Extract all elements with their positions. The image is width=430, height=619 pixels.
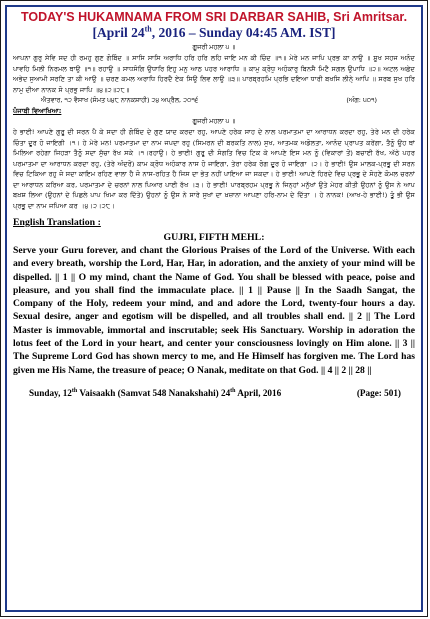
gurbani-text: ਆਪਨਾ ਗੁਰੁ ਸੇਵਿ ਸਦ ਹੀ ਰਮਹੁ ਗੁਣ ਗੋਬਿੰਦ ॥ ਸਾਸਿ ਸਾਸਿ ਅਰਾਧਿ ਹਰਿ ਹਰਿ ਲਹਿ ਜਾਇ ਮਨ ਕੀ ਚਿੰਦ ॥੧॥ ਮੇਰੇ ਮਨ ਜਾਪਿ ਪ੍ਰਭ ਕਾ ਨਾਉ ॥ ਸੂਖ ਸਹਜ ਅਨੰਦ ਪਾਵਹਿ ਮਿਲੀ ਨਿਰਮਲ ਥਾਉ ॥੧॥ ਰਹਾਉ ॥ ਸਾਧਸੰਗਿ ਉਧਾਰਿ ਇਹੁ ਮਨੁ ਆਠ ਪਹਰ ਆਰਾਧਿ ॥ ਕਾਮੁ ਕ੍ਰੋਧੁ ਅਹੰਕਾਰੁ ਬਿਨਸੈ ਮਿਟੈ ਸਗਲ ਉਪਾਧਿ ॥੨॥ ਅਟਲ ਅਛੇਦ ਅਭੇਦ ਸੁਆਮੀ ਸਰਣਿ ਤਾ ਕੀ ਆਉ ॥ ਚਰਣ ਕਮਲ ਅਰਾਧਿ ਹਿਰਦੈ ਏਕ ਸਿਉ ਲਿਵ ਲਾਉ ॥੩॥ ਪਾਰਬ੍ਰਹਮਿ ਪ੍ਰਭਿ ਦਇਆ ਧਾਰੀ ਬਖਸਿ ਲੀਨੑੇ ਆਪਿ ॥ ਸਰਬ ਸੁਖ ਹਰਿ ਨਾਮੁ ਦੀਆ ਨਾਨਕ ਸੋ ਪ੍ਰਭੁ ਜਾਪਿ ॥੪॥੨॥੨੮॥ (13, 54, 415, 94)
page-title: TODAY'S HUKAMNAMA FROM SRI DARBAR SAHIB, Sri Amritsar. (20, 10, 408, 24)
english-heading: GUJRI, FIFTH MEHL: (163, 232, 265, 243)
footer-page: (Page: 501) (356, 387, 401, 398)
footer-line (13, 387, 415, 399)
content-border (5, 5, 423, 612)
date-heading: [April 24th, 2016 – Sunday 04:45 AM. IST] (92, 24, 336, 40)
punjabi-explanation: ਹੇ ਭਾਈ! ਆਪਣੇ ਗੁਰੂ ਦੀ ਸਰਨ ਪੈ ਕੇ ਸਦਾ ਹੀ ਗੋਬਿੰਦ ਦੇ ਗੁਣ ਯਾਦ ਕਰਦਾ ਰਹੁ, ਆਪਣੇ ਹਰੇਕ ਸਾਹ ਦੇ ਨਾਲ ਪਰਮਾਤਮਾ ਦਾ ਆਰਾਧਨ ਕਰਦਾ ਰਹੁ, ਤੇਰੇ ਮਨ ਦੀ ਹਰੇਕ ਚਿੰਤਾ ਦੂਰ ਹੋ ਜਾਇਗੀ ।੧। ਹੇ ਮੇਰੇ ਮਨ! ਪਰਮਾਤਮਾ ਦਾ ਨਾਮ ਜਪਦਾ ਰਹੁ (ਸਿਮਰਨ ਦੀ ਬਰਕਤਿ ਨਾਲ) ਸੁਖ, ਆਤਮਕ ਅਡੋਲਤਾ, ਆਨੰਦ ਪ੍ਰਾਪਤ ਕਰੇਂਗਾ, ਤੈਨੂੰ ਉਹ ਥਾਂ ਮਿਲਿਆ ਰਹੇਗਾ ਜਿਹੜਾ ਤੈਨੂੰ ਸਦਾ ਸੁੱਚਾ ਰੱਖ ਸਕੇ ।੧।ਰਹਾਉ। ਹੇ ਭਾਈ! ਗੁਰੂ ਦੀ ਸੰਗਤਿ ਵਿਚ ਟਿਕ ਕੇ ਆਪਣੇ ਇਸ ਮਨ ਨੂੰ (ਵਿਕਾਰਾਂ ਤੋਂ) ਬਚਾਈ ਰੱਖ, ਅੱਠੇ ਪਹਰ ਪਰਮਾਤਮਾ ਦਾ ਆਰਾਧਨ ਕਰਦਾ ਰਹੁ, (ਤੇਰੇ ਅੰਦਰੋਂ) ਕਾਮ ਕ੍ਰੋਧ ਅਹੰਕਾਰ ਨਾਸ ਹੋ ਜਾਇਗਾ, ਤੇਰਾ ਹਰੇਕ ਰੋਗ ਦੂਰ ਹੋ ਜਾਇਗਾ ।੨। ਹੇ ਭਾਈ! ਉਸ ਮਾਲਕ-ਪ੍ਰਭੂ ਦੀ ਸਰਨ ਵਿਚ ਟਿਕਿਆ ਰਹੁ ਜੋ ਸਦਾ ਕਾਇਮ ਰਹਿਣ ਵਾਲਾ ਹੈ ਜੋ ਨਾਸ-ਰਹਿਤ ਹੈ ਜਿਸ ਦਾ ਭੇਤ ਨਹੀਂ ਪਾਇਆ ਜਾ ਸਕਦਾ। ਹੇ ਭਾਈ! ਆਪਣੇ ਹਿਰਦੇ ਵਿਚ ਪ੍ਰਭੂ ਦੇ ਸੋਹਣੇ ਕੋਮਲ ਚਰਨਾਂ ਦਾ ਆਰਾਧਨ ਕਰਿਆ ਕਰ, ਪਰਮਾਤਮਾ ਦੇ ਚਰਨਾਂ ਨਾਲ ਪਿਆਰ ਪਾਈ ਰੱਖ ।੩। ਹੇ ਭਾਈ! ਪਾਰਬ੍ਰਹਮ ਪ੍ਰਭੂ ਨੇ ਜਿਨ੍ਹਾਂ ਮਨੁੱਖਾਂ ਉਤੇ ਮੇਹਰ ਕੀਤੀ ਉਹਨਾਂ ਨੂੰ ਉਸ ਨੇ ਆਪ ਬਖ਼ਸ਼ ਲਿਆ (ਉਹਨਾਂ ਦੇ ਪਿਛਲੇ ਪਾਪ ਖਿਮਾ ਕਰ ਦਿੱਤੇ) ਉਹਨਾਂ ਨੂੰ ਉਸ ਨੇ ਸਾਰੇ ਸੁਖਾਂ ਦਾ ਖ਼ਜ਼ਾਨਾ ਆਪਣਾ ਹਰਿ-ਨਾਮ ਦੇ ਦਿੱਤਾ । ਹੇ ਨਾਨਕ! (ਆਖ-ਹੇ ਭਾਈ!) ਤੂੰ ਭੀ ਉਸ ਪ੍ਰਭੂ ਦਾ ਨਾਮ ਜਪਿਆ ਕਰ ।੪।੨।੨੮। (13, 128, 415, 210)
punjabi-section-label: ਪੰਜਾਬੀ ਵਿਆਖਿਆ: (13, 107, 62, 115)
english-translation: Serve your Guru forever, and chant the Glorious Praises of the Lord of the Universe. With each and every breath, worship the Lord, Har, Har, in adoration, and the anxiety of your mind will be dispelled. || 1 || O my mind, chant the Name of God. You shall be blessed with peace, poise and pleasure, and you shall find the immaculate place. || 1 || Pause || In the Saadh Sangat, the Company of the Holy, redeem your mind, and and adore the Lord, twenty-four hours a day. Sexual desire, anger and egotism will be dispelled, and all troubles shall end. || 2 || The Lord Master is immovable, immortal and inscrutable; seek His Sanctuary. Worship in adoration the lotus feet of the Lord in your heart, and center your consciousness lovingly on Him alone. || 3 || The Supreme Lord God has shown mercy to me, and He Himself has forgiven me. The Lord has given me His Name, the treasure of peace; O Nanak, meditate on that God. || 4 || 2 || 28 || (13, 245, 415, 376)
footer-date: Sunday, 12th Vaisaakh (Samvat 548 Nanakshahi) 24th April, 2016 (29, 387, 282, 398)
punjabi-page: (ਅੰਗ: ੫੦੧) (346, 96, 377, 104)
punjabi-date: ਐਤਵਾਰ, ੧੨ ਵੈਸਾਖ (ਸੰਮਤ ੫੪੮ ਨਾਨਕਸ਼ਾਹੀ) ੨੪ ਅਪ੍ਰੈਲ, ੨੦੧੬ (41, 96, 199, 104)
gurbani-heading: ਗੂਜਰੀ ਮਹਲਾ ੫ ॥ (192, 44, 236, 51)
english-section-label: English Translation : (13, 217, 101, 228)
punjabi-date-line (13, 95, 415, 106)
punjabi-heading: ਗੂਜਰੀ ਮਹਲਾ ੫ ॥ (192, 118, 236, 125)
